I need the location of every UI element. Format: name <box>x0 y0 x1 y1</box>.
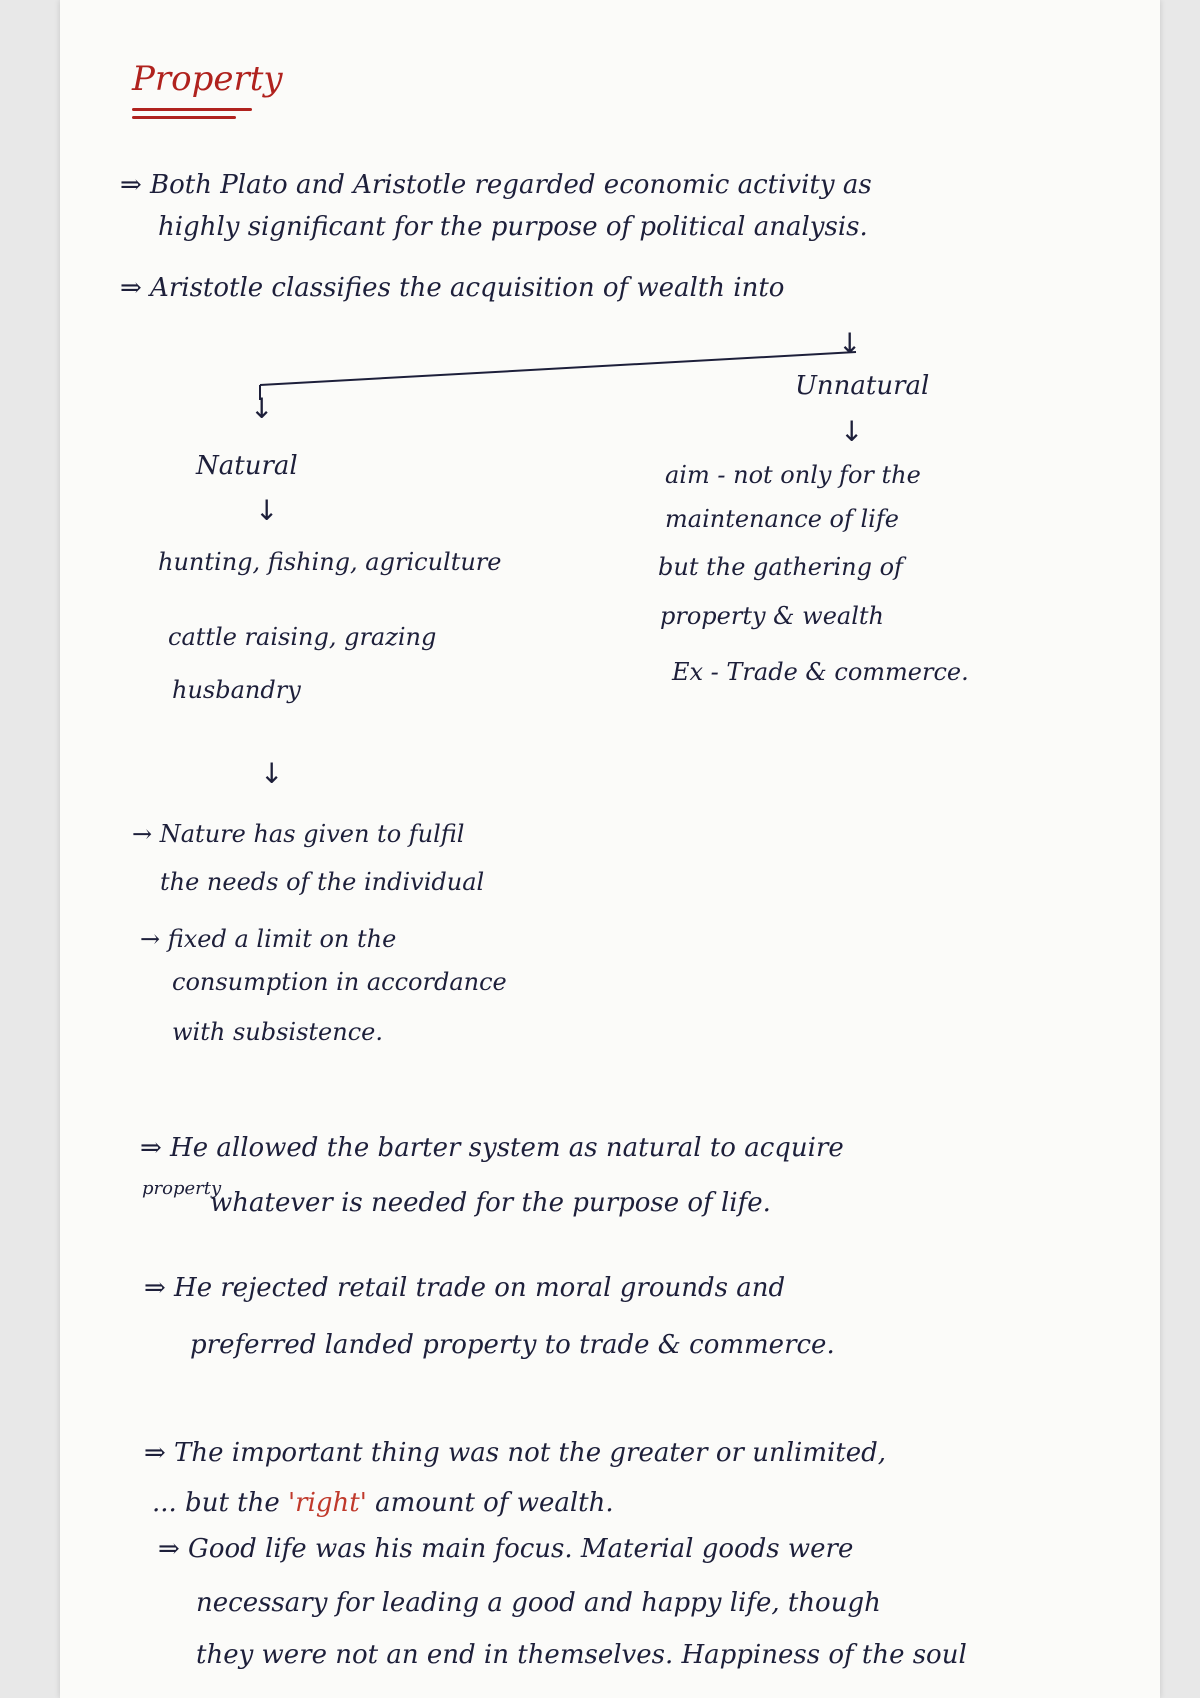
arrow-down-icon: ↓ <box>840 415 864 448</box>
para-3b-post: amount of wealth. <box>375 1488 614 1518</box>
natural-note-2a: → fixed a limit on the <box>140 925 397 953</box>
para-3b <box>152 1490 614 1516</box>
classification-branch <box>60 0 1160 460</box>
para-2b: preferred landed property to trade & commerce. <box>190 1330 835 1360</box>
arrow-down-icon: ↓ <box>260 757 284 790</box>
natural-line-2: cattle raising, grazing <box>168 623 437 651</box>
unnatural-line-3: but the gathering of <box>658 553 903 581</box>
arrow-down-icon: ↓ <box>250 392 274 425</box>
para-4a: ⇒ Good life was his main focus. Material goods were <box>158 1534 854 1564</box>
para-1a: ⇒ He allowed the barter system as natural to acquire <box>140 1133 844 1163</box>
para-3b-pre: ... but the <box>152 1488 280 1518</box>
para-4b: necessary for leading a good and happy life, though <box>196 1588 881 1618</box>
natural-note-1b: the needs of the individual <box>160 868 485 896</box>
para-3a: ⇒ The important thing was not the greater or unlimited, <box>144 1438 887 1468</box>
natural-note-2c: with subsistence. <box>172 1018 383 1046</box>
para-3b-right: 'right' <box>288 1488 367 1518</box>
arrow-down-icon: ↓ <box>255 494 279 527</box>
natural-heading: Natural <box>196 451 298 481</box>
unnatural-line-1: aim - not only for the <box>665 461 921 489</box>
unnatural-line-4: property & wealth <box>660 602 884 630</box>
unnatural-line-2: maintenance of life <box>665 505 899 533</box>
natural-note-2b: consumption in accordance <box>172 968 507 996</box>
note-page <box>60 0 1160 1698</box>
unnatural-example: Ex - Trade & commerce. <box>672 658 969 686</box>
line-1: ⇒ Both Plato and Aristotle regarded economic activity as <box>120 170 872 200</box>
arrow-down-icon: ↓ <box>838 327 862 360</box>
line-3: ⇒ Aristotle classifies the acquisition of wealth into <box>120 273 785 303</box>
unnatural-heading: Unnatural <box>795 371 930 401</box>
para-1b: whatever is needed for the purpose of life. <box>210 1188 771 1218</box>
para-1-prefix: property <box>142 1178 222 1199</box>
para-4c: they were not an end in themselves. Happiness of the soul <box>196 1640 967 1670</box>
para-2a: ⇒ He rejected retail trade on moral grounds and <box>144 1273 786 1303</box>
line-2: highly significant for the purpose of political analysis. <box>158 212 868 242</box>
page-title: Property <box>132 59 283 99</box>
natural-line-3: husbandry <box>172 676 301 704</box>
natural-line-1: hunting, fishing, agriculture <box>158 548 502 576</box>
natural-note-1a: → Nature has given to fulfil <box>132 820 465 848</box>
